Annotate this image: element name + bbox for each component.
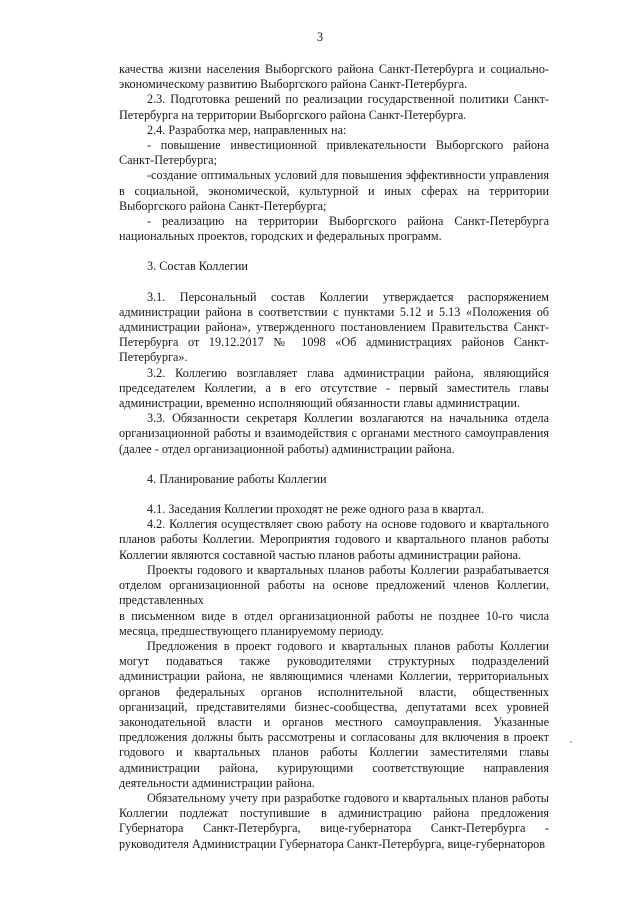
section-heading-4: 4. Планирование работы Коллегии [147,471,327,486]
paragraph-2-3: 2.3. Подготовка решений по реализации государственной политики Санкт-Петербурга на территории Выборгского района Санкт-Петербурга. [119,92,549,122]
paragraph-national-projects: - реализацию на территории Выборгского района Санкт-Петербурга национальных проектов, городских и федеральных программ. [119,214,549,244]
paragraph-4-1: 4.1. Заседания Коллегии проходят не реже одного раза в квартал. [147,502,485,517]
paragraph-quality-of-life: качества жизни населения Выборгского района Санкт-Петербурга и социально-экономическому развитию Выборгского района Санкт-Петербурга. [119,62,549,92]
paragraph-optimal-conditions: -создание оптимальных условий для повышения эффективности управления в социальной, экономической, культурной и иных сферах на территории Выборгского района Санкт-Петербурга; [119,168,549,213]
paragraph-4-2: 4.2. Коллегия осуществляет свою работу на основе годового и квартального планов работы Коллегии. Мероприятия годового и квартального планов работы Коллегии являются составной частью планов работы администрации района. [119,517,549,562]
document-body [119,62,549,852]
paragraph-3-3: 3.3. Обязанности секретаря Коллегии возлагаются на начальника отдела организационной работы и взаимодействия с органами местного самоуправления (далее - отдел организационной работы) администрации района. [119,411,549,456]
paragraph-investment: - повышение инвестиционной привлекательности Выборгского района Санкт-Петербурга; [119,138,549,168]
paragraph-3-1: 3.1. Персональный состав Коллегии утверждается распоряжением администрации района в соответствии с пунктами 5.12 и 5.13 «Положения об администрации района», утвержденного постановлением Правительства Санкт-Петербурга от 19.12.2017 № 1098 «Об администрациях районов Санкт-Петербурга». [119,289,549,365]
scan-speck [570,741,572,743]
paragraph-drafts: Проекты годового и квартальных планов работы Коллегии разрабатывается отделом организационной работы на основе предложений членов Коллегии, представленных [119,562,549,608]
section-heading-3: 3. Состав Коллегии [147,259,248,274]
page-number: 3 [316,30,324,44]
paragraph-3-2: 3.2. Коллегию возглавляет глава администрации района, являющийся председателем Коллегии, а в его отсутствие - первый заместитель главы администрации, временно исполняющий обязанности главы администрации. [119,365,549,411]
paragraph-mandatory-account: Обязательному учету при разработке годового и квартальных планов работы Коллегии подлежат поступившие в администрацию района предложения Губернатора Санкт-Петербурга, вице-губернатора Санкт-Петербурга - руководителя Администрации Губернатора Санкт-Петербурга, вице-губернаторов [119,790,549,851]
paragraph-written-form: в письменном виде в отдел организационной работы не позднее 10-го числа месяца, предшествующего планируемому периоду. [119,608,549,638]
paragraph-proposals: Предложения в проект годового и квартальных планов работы Коллегии могут подаваться также руководителями структурных подразделений администрации района, не являющимися членами Коллегии, территориальных органов федеральных органов исполнительной власти, общественных организаций, представителями бизнес-сообщества, депутатами всех уровней законодательной власти и органов местного самоуправления. Указанные предложения должны быть рассмотрены и согласованы для включения в проект годового и квартальных планов работы Коллегии заместителями главы администрации района, курирующими соответствующие направления деятельности администрации района. [119,638,549,790]
paragraph-2-4: 2.4. Разработка мер, направленных на: [147,122,347,137]
